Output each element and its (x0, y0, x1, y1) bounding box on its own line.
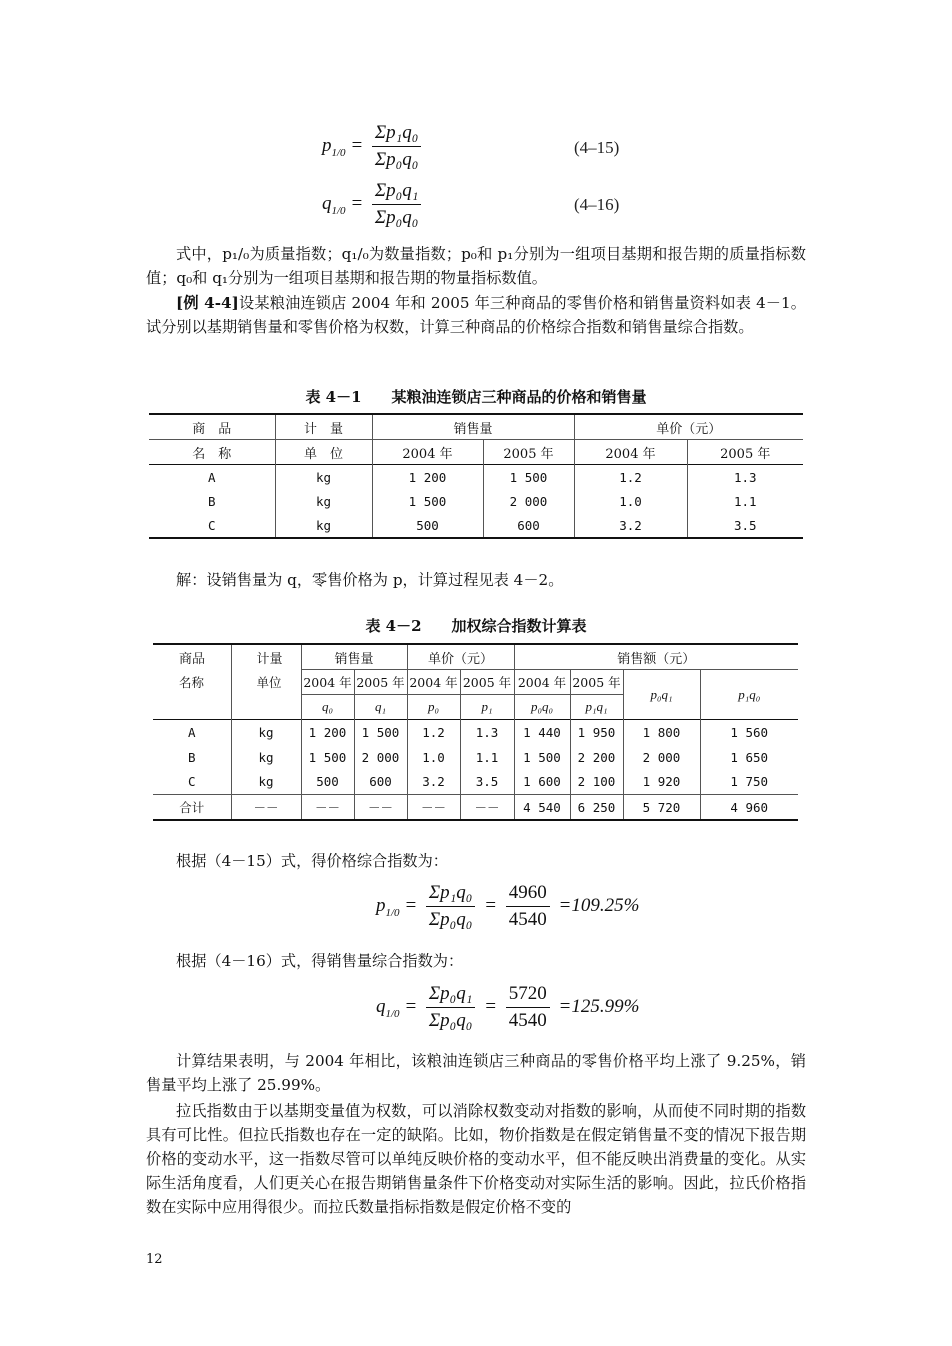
table-cell: 5 720 (623, 795, 700, 821)
table-cell: 1.2 (407, 720, 460, 745)
table-cell: 1 500 (483, 465, 574, 490)
formula-lhs: $p_{1/0}$ (376, 894, 400, 919)
formula-4-15: $p_{1/0}$ = $\frac{\text{Σp₁q₀}}{\text{Σp₀q₀}}$ (322, 122, 425, 171)
header-cell: 单 位 (275, 440, 372, 465)
table-cell: C (153, 770, 231, 795)
price-index-calculation: $p_{1/0}$ = $\frac{\text{Σp₁q₀}}{\text{Σp₀q₀}}$ = $\frac{4960}{4540}$ =109.25% (376, 882, 640, 930)
table-cell: 2 000 (483, 489, 574, 513)
example-text: 设某粮油连锁店 2004 年和 2005 年三种商品的零售价格和销售量资料如表 4－1。试分别以基期销售量和零售价格为权数，计算三种商品的价格综合指数和销售量综合指数。 (146, 294, 806, 336)
formula-fraction: $\frac{\text{Σp₁q₀}}{\text{Σp₀q₀}}$ (426, 882, 476, 931)
table-cell: 1 500 (354, 720, 407, 745)
header-cell: 2004 年 (407, 670, 460, 695)
header-cell: 2005 年 (354, 670, 407, 695)
header-cell (231, 695, 301, 720)
formula-fraction: $\frac{\text{Σp₁q₀}}{\text{Σp₀q₀}}$ (372, 122, 422, 171)
header-cell: p₁q₀ (738, 686, 761, 702)
table-cell: 4 540 (514, 795, 570, 821)
table-cell: 2 200 (570, 745, 623, 770)
table-cell: 500 (301, 770, 354, 795)
table-cell: A (153, 720, 231, 745)
table-row (153, 770, 798, 795)
example-paragraph (146, 291, 806, 339)
table-cell: －－ (301, 795, 354, 821)
header-cell: 商 品 (149, 414, 275, 440)
table-cell: 1.2 (574, 465, 687, 490)
table1-caption: 表 4－1 某粮油连锁店三种商品的价格和销售量 (305, 388, 647, 406)
table-row (153, 720, 798, 745)
table-cell: 3.2 (574, 513, 687, 538)
table-cell: 2 100 (570, 770, 623, 795)
table-cell: 1 500 (301, 745, 354, 770)
header-cell: 销售量 (301, 644, 407, 670)
table-cell: 1 650 (730, 749, 769, 765)
table-cell: 500 (372, 513, 483, 538)
header-cell: 商品 (153, 644, 231, 670)
table-total-row (153, 795, 798, 821)
header-cell: 单价（元） (407, 644, 514, 670)
quantity-index-calculation: $q_{1/0}$ = $\frac{\text{Σp₀q₁}}{\text{Σp₀q₀}}$ = $\frac{5720}{4540}$ =125.99% (376, 983, 640, 1031)
laspeyres-paragraph: 拉氏指数由于以基期变量值为权数，可以消除权数变动对指数的影响，从而使不同时期的指数具有可比性。但拉氏指数也存在一定的缺陷。比如，物价指数是在假定销售量不变的情况下报告期价格的变动水平，这一指数尽管可以单纯反映价格的变动水平，但不能反映出消费量的变化。从实际生活角度看，人们更关心在报告期销售量条件下价格变动对实际生活的影响。因此，拉氏价格指数在实际中应用得很少。而拉氏数量指标指数是假定价格不变的 (146, 1102, 806, 1216)
table-cell: 1 200 (301, 720, 354, 745)
formula-fraction: $\frac{\text{Σp₀q₁}}{\text{Σp₀q₀}}$ (372, 180, 422, 229)
table-cell: 1 800 (623, 720, 700, 745)
header-cell: 2004 年 (301, 670, 354, 695)
table-cell: C (149, 513, 275, 538)
table-cell: kg (231, 745, 301, 770)
header-cell: q₁ (354, 695, 407, 720)
table-row (149, 465, 803, 490)
table-cell: 600 (483, 513, 574, 538)
formula-4-16: $q_{1/0}$ = $\frac{\text{Σp₀q₁}}{\text{Σp₀q₀}}$ (322, 180, 425, 229)
table-cell: 1.1 (460, 745, 514, 770)
table-cell: 合计 (153, 795, 231, 821)
header-cell: 2004 年 (372, 440, 483, 465)
table-row (149, 489, 803, 513)
table-cell: 1 750 (730, 774, 769, 790)
header-cell: 2005 年 (460, 670, 514, 695)
table-4-2 (153, 643, 798, 821)
table-cell: 3.5 (733, 517, 757, 533)
table-cell: kg (231, 720, 301, 745)
formula-lhs: $q_{1/0}$ (322, 192, 346, 217)
table-cell: kg (231, 770, 301, 795)
formula-fraction: $\frac{\text{Σp₀q₁}}{\text{Σp₀q₀}}$ (426, 983, 476, 1032)
formula-fraction-values: $\frac{5720}{4540}$ (506, 983, 550, 1032)
header-cell: 2005 年 (483, 440, 574, 465)
table-cell: A (149, 465, 275, 490)
table-header-row (153, 644, 798, 670)
table-cell: 6 250 (570, 795, 623, 821)
table-cell: 4 960 (730, 799, 769, 815)
header-cell: 计量 (231, 644, 301, 670)
header-cell: 单位 (231, 670, 301, 695)
table-cell: 1 500 (372, 489, 483, 513)
header-cell: 计 量 (275, 414, 372, 440)
quantity-index-intro: 根据（4－16）式，得销售量综合指数为： (176, 952, 464, 970)
result-paragraph: 计算结果表明，与 2004 年相比，该粮油连锁店三种商品的零售价格平均上涨了 9.25%，销售量平均上涨了 25.99%。 (146, 1052, 806, 1094)
header-cell: 2004 年 (574, 440, 687, 465)
table-cell: 600 (354, 770, 407, 795)
table-cell: 3.2 (407, 770, 460, 795)
header-cell: p₁ (460, 695, 514, 720)
solution-text: 解：设销售量为 q，零售价格为 p，计算过程见表 4－2。 (176, 571, 564, 589)
header-cell: 单价（元） (656, 421, 722, 437)
table-cell: 1 950 (570, 720, 623, 745)
table-cell: 1.1 (733, 493, 757, 509)
table-cell: －－ (231, 795, 301, 821)
header-cell: 销售额（元） (514, 644, 798, 670)
table-cell: 1.0 (574, 489, 687, 513)
table-cell: kg (275, 465, 372, 490)
table-cell: 1 440 (514, 720, 570, 745)
price-index-intro: 根据（4－15）式，得价格综合指数为： (176, 852, 448, 870)
table-row (153, 745, 798, 770)
formula-number: (4–15) (574, 138, 620, 157)
header-cell: p₀ (407, 695, 460, 720)
example-tag: [例 4-4] (176, 294, 239, 312)
paragraph-definitions: 式中，p₁/₀为质量指数；q₁/₀为数量指数；p₀和 p₁分别为一组项目基期和报告期的质量指标数值；q₀和 q₁分别为一组项目基期和报告期的物量指标数值。 (146, 245, 806, 287)
table-cell: 1 500 (514, 745, 570, 770)
formula-lhs: $p_{1/0}$ (322, 134, 346, 159)
table-cell: kg (275, 489, 372, 513)
header-cell: p₀q₀ (514, 695, 570, 720)
table-header-row (149, 440, 803, 465)
table-4-1 (149, 413, 803, 539)
table-cell: －－ (460, 795, 514, 821)
table-header-row (149, 414, 803, 440)
table-cell: 1 600 (514, 770, 570, 795)
table-cell: 1 200 (372, 465, 483, 490)
header-cell: 名称 (153, 670, 231, 695)
table-cell: 1 560 (730, 724, 769, 740)
formula-result: 109.25% (571, 894, 640, 916)
header-cell: 名 称 (149, 440, 275, 465)
formula-number: (4–16) (574, 195, 620, 214)
header-cell (153, 695, 231, 720)
table-cell: B (149, 489, 275, 513)
table2-caption: 表 4－2 加权综合指数计算表 (365, 617, 587, 635)
table-cell: 1.3 (733, 469, 757, 485)
page-number: 12 (146, 1252, 163, 1267)
table-cell: B (153, 745, 231, 770)
header-cell: q₀ (301, 695, 354, 720)
header-cell: 2005 年 (570, 670, 623, 695)
table-row (149, 513, 803, 538)
table-cell: 2 000 (354, 745, 407, 770)
table-cell: 1 920 (623, 770, 700, 795)
table-cell: 3.5 (460, 770, 514, 795)
header-cell: p₁q₁ (570, 695, 623, 720)
formula-lhs: $q_{1/0}$ (376, 995, 400, 1020)
table-cell: 1.0 (407, 745, 460, 770)
header-cell: 销售量 (372, 414, 574, 440)
table-cell: 1.3 (460, 720, 514, 745)
header-cell: p₀q₁ (623, 670, 700, 720)
table-cell: 2 000 (623, 745, 700, 770)
table-header-row (153, 670, 798, 695)
header-cell: 2004 年 (514, 670, 570, 695)
header-cell: 2005 年 (720, 446, 771, 462)
table-cell: kg (275, 513, 372, 538)
formula-fraction-values: $\frac{4960}{4540}$ (506, 882, 550, 931)
table-cell: －－ (354, 795, 407, 821)
formula-result: 125.99% (571, 995, 640, 1017)
table-cell: －－ (407, 795, 460, 821)
